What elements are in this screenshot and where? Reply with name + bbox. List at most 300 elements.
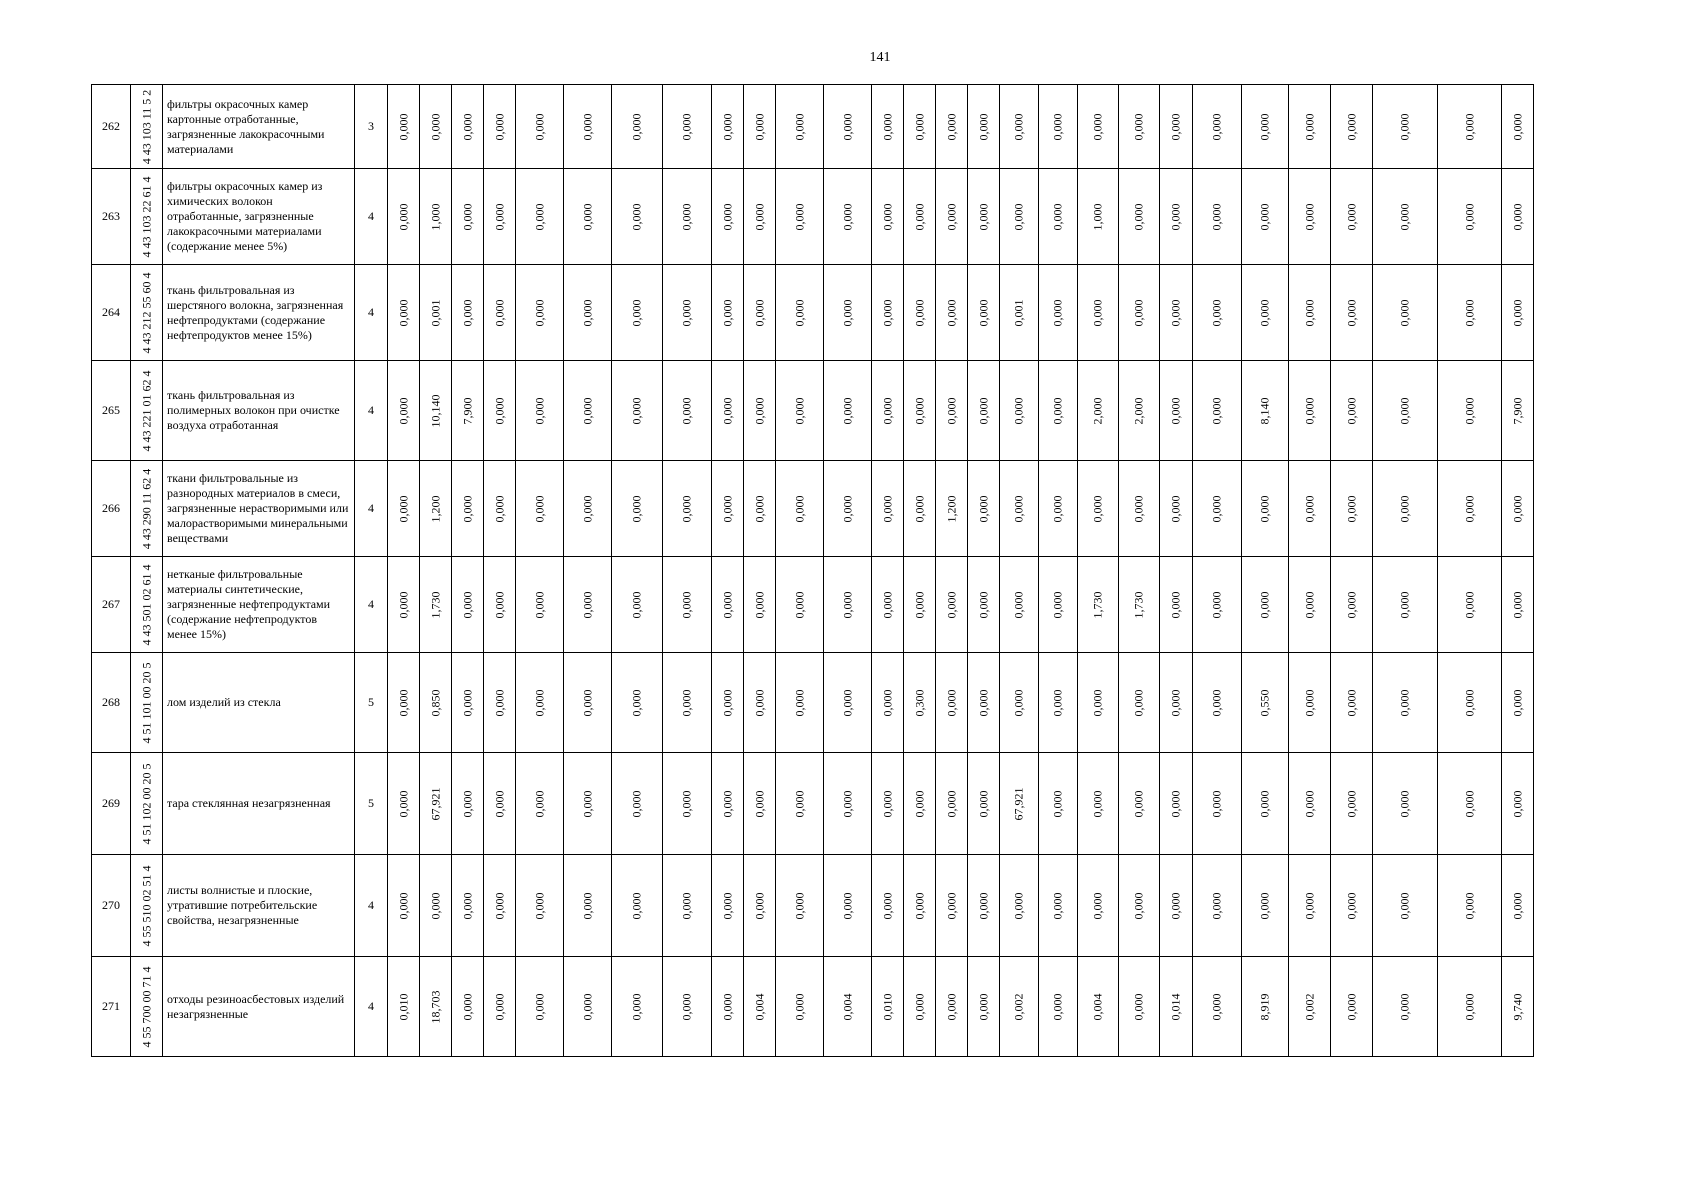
value-cell: [1160, 169, 1193, 265]
value-text: 0,000: [1257, 113, 1272, 140]
value-cell: [452, 557, 484, 653]
value-text: 0,000: [792, 397, 806, 424]
value-text: 0,000: [492, 689, 506, 716]
value-text: 1,730: [428, 591, 442, 618]
value-text: 0,000: [629, 113, 644, 140]
value-text: 0,000: [880, 397, 894, 424]
value-text: 0,000: [944, 397, 958, 424]
waste-code: 4 55 510 02 51 4: [139, 865, 153, 946]
value-text: 0,000: [1397, 689, 1412, 716]
value-text: 0,000: [580, 113, 594, 140]
value-cell: [712, 557, 744, 653]
value-cell: [1078, 265, 1119, 361]
value-cell: [824, 753, 872, 855]
value-text: 0,000: [1462, 495, 1476, 522]
value-text: 0,000: [396, 892, 410, 919]
value-cell: [388, 265, 420, 361]
value-text: 0,000: [752, 892, 766, 919]
table-row: [92, 753, 1534, 855]
value-cell: [712, 855, 744, 957]
value-cell: [1438, 653, 1502, 753]
value-text: 0,000: [720, 591, 734, 618]
value-cell: [824, 169, 872, 265]
value-cell: [663, 557, 712, 653]
value-text: 0,000: [1344, 299, 1358, 326]
value-cell: [936, 361, 968, 461]
value-cell: [452, 265, 484, 361]
row-number: 264: [92, 265, 131, 361]
value-text: 0,000: [1131, 299, 1146, 326]
value-cell: [1502, 957, 1534, 1057]
value-cell: [744, 265, 776, 361]
value-text: 0,000: [1209, 591, 1224, 618]
value-text: 0,000: [1168, 591, 1183, 618]
value-cell: [1331, 855, 1373, 957]
value-cell: [776, 557, 824, 653]
value-text: 67,921: [428, 787, 442, 820]
value-text: 0,000: [1131, 495, 1146, 522]
value-cell: [1000, 753, 1039, 855]
value-cell: [1039, 753, 1078, 855]
value-text: 0,000: [1050, 299, 1065, 326]
value-cell: [564, 855, 612, 957]
value-text: 0,000: [1302, 397, 1316, 424]
hazard-class: 4: [355, 265, 388, 361]
value-text: 0,000: [1011, 113, 1026, 140]
row-number: 268: [92, 653, 131, 753]
row-number: 263: [92, 169, 131, 265]
value-cell: [1193, 169, 1242, 265]
value-text: 0,001: [1011, 299, 1026, 326]
value-cell: [872, 265, 904, 361]
value-text: 0,000: [532, 397, 546, 424]
value-text: 0,000: [1462, 397, 1476, 424]
value-cell: [1193, 85, 1242, 169]
value-cell: [1331, 557, 1373, 653]
value-cell: [1438, 265, 1502, 361]
waste-code: 4 51 102 00 20 5: [139, 763, 153, 844]
value-text: 0,000: [912, 993, 926, 1020]
value-cell: [612, 361, 663, 461]
value-cell: [484, 461, 516, 557]
value-cell: [1078, 169, 1119, 265]
value-cell: [564, 461, 612, 557]
value-cell: [1039, 557, 1078, 653]
waste-name: отходы резиноасбестовых изделий незагрязненные: [163, 957, 355, 1057]
value-cell: [1331, 957, 1373, 1057]
value-cell: [663, 855, 712, 957]
value-cell: [904, 461, 936, 557]
value-text: 0,000: [532, 790, 546, 817]
waste-name: лом изделий из стекла: [163, 653, 355, 753]
value-cell: [824, 461, 872, 557]
value-cell: [744, 361, 776, 461]
value-cell: [420, 169, 452, 265]
value-text: 0,000: [629, 892, 644, 919]
value-text: 0,000: [396, 203, 410, 230]
value-text: 8,919: [1257, 993, 1272, 1020]
value-text: 0,000: [629, 993, 644, 1020]
value-text: 0,000: [532, 892, 546, 919]
row-number: 262: [92, 85, 131, 169]
value-cell: [1000, 85, 1039, 169]
value-text: 0,000: [912, 203, 926, 230]
value-text: 0,000: [629, 591, 644, 618]
value-text: 0,000: [1131, 790, 1146, 817]
value-cell: [1078, 361, 1119, 461]
value-text: 0,000: [792, 203, 806, 230]
value-text: 0,000: [752, 689, 766, 716]
value-cell: [712, 957, 744, 1057]
value-cell: [1331, 361, 1373, 461]
value-cell: [936, 557, 968, 653]
waste-code: 4 43 501 02 61 4: [139, 564, 153, 645]
value-cell: [1373, 169, 1438, 265]
value-cell: [872, 557, 904, 653]
value-cell: [1039, 461, 1078, 557]
value-text: 0,000: [1168, 299, 1183, 326]
value-text: 0,000: [944, 203, 958, 230]
value-cell: [564, 361, 612, 461]
value-text: 0,000: [532, 113, 546, 140]
value-text: 0,000: [1050, 397, 1065, 424]
value-text: 0,000: [1462, 591, 1476, 618]
value-text: 0,000: [1050, 689, 1065, 716]
value-text: 0,000: [428, 113, 442, 140]
value-cell: [824, 653, 872, 753]
value-text: 0,000: [1090, 790, 1105, 817]
value-cell: [1373, 753, 1438, 855]
value-cell: [516, 361, 564, 461]
value-text: 0,000: [792, 892, 806, 919]
hazard-class: 4: [355, 361, 388, 461]
value-text: 0,000: [1510, 892, 1524, 919]
value-cell: [872, 461, 904, 557]
value-text: 0,000: [1344, 689, 1358, 716]
value-cell: [516, 957, 564, 1057]
value-cell: [1119, 753, 1160, 855]
value-cell: [516, 855, 564, 957]
hazard-class: 5: [355, 653, 388, 753]
row-number: 265: [92, 361, 131, 461]
value-text: 0,000: [1344, 397, 1358, 424]
value-cell: [776, 265, 824, 361]
value-text: 0,010: [396, 993, 410, 1020]
value-text: 0,000: [460, 203, 474, 230]
value-cell: [388, 85, 420, 169]
value-cell: [1289, 557, 1331, 653]
value-text: 0,000: [1168, 495, 1183, 522]
value-text: 7,900: [460, 397, 474, 424]
value-cell: [1438, 85, 1502, 169]
value-cell: [904, 855, 936, 957]
waste-balance-table: [91, 84, 1534, 1057]
value-text: 0,000: [944, 591, 958, 618]
value-text: 0,000: [976, 993, 990, 1020]
value-text: 0,000: [840, 892, 854, 919]
value-text: 0,000: [1257, 203, 1272, 230]
value-text: 0,000: [912, 591, 926, 618]
value-text: 0,000: [976, 790, 990, 817]
value-text: 0,000: [532, 689, 546, 716]
value-cell: [388, 855, 420, 957]
value-text: 0,002: [1302, 993, 1316, 1020]
value-text: 0,000: [580, 993, 594, 1020]
waste-code-cell: [131, 557, 163, 653]
value-cell: [420, 461, 452, 557]
value-text: 0,000: [1510, 299, 1524, 326]
value-text: 1,730: [1131, 591, 1146, 618]
value-text: 0,000: [1050, 790, 1065, 817]
value-cell: [1502, 169, 1534, 265]
waste-code-cell: [131, 461, 163, 557]
value-text: 0,000: [679, 689, 694, 716]
waste-name: ткани фильтровальные из разнородных материалов в смеси, загрязненные нерастворимыми или малорастворимыми минеральными веществами: [163, 461, 355, 557]
value-text: 0,000: [1209, 397, 1224, 424]
value-cell: [1078, 957, 1119, 1057]
value-text: 0,000: [840, 113, 854, 140]
value-cell: [712, 753, 744, 855]
value-text: 0,850: [428, 689, 442, 716]
value-text: 0,000: [944, 993, 958, 1020]
value-text: 0,000: [976, 689, 990, 716]
value-cell: [1289, 957, 1331, 1057]
value-text: 0,000: [460, 299, 474, 326]
value-cell: [1242, 461, 1289, 557]
value-text: 0,000: [1050, 892, 1065, 919]
value-text: 0,000: [1209, 299, 1224, 326]
value-text: 0,000: [752, 299, 766, 326]
value-cell: [452, 361, 484, 461]
value-text: 0,000: [532, 591, 546, 618]
value-cell: [1289, 169, 1331, 265]
value-text: 0,000: [944, 299, 958, 326]
value-text: 0,000: [679, 113, 694, 140]
value-cell: [1193, 461, 1242, 557]
value-text: 0,000: [679, 299, 694, 326]
value-text: 0,000: [1011, 397, 1026, 424]
value-text: 0,000: [460, 495, 474, 522]
value-text: 0,000: [1462, 993, 1476, 1020]
value-cell: [1502, 461, 1534, 557]
value-cell: [776, 653, 824, 753]
value-text: 0,000: [880, 299, 894, 326]
value-text: 0,000: [1397, 790, 1412, 817]
waste-code-cell: [131, 753, 163, 855]
row-number: 270: [92, 855, 131, 957]
value-text: 0,000: [1257, 495, 1272, 522]
value-cell: [663, 85, 712, 169]
value-text: 0,000: [752, 495, 766, 522]
value-cell: [1373, 265, 1438, 361]
value-cell: [1039, 265, 1078, 361]
value-text: 0,300: [912, 689, 926, 716]
value-cell: [516, 169, 564, 265]
value-cell: [904, 361, 936, 461]
value-text: 0,000: [1257, 892, 1272, 919]
table-row: [92, 361, 1534, 461]
value-cell: [1160, 557, 1193, 653]
value-cell: [824, 855, 872, 957]
value-cell: [452, 855, 484, 957]
value-text: 0,000: [1302, 203, 1316, 230]
value-text: 0,000: [1209, 689, 1224, 716]
value-text: 0,000: [679, 892, 694, 919]
value-cell: [744, 85, 776, 169]
value-cell: [452, 169, 484, 265]
value-cell: [1039, 85, 1078, 169]
value-cell: [564, 169, 612, 265]
value-cell: [1289, 361, 1331, 461]
value-cell: [1193, 557, 1242, 653]
value-text: 0,000: [880, 495, 894, 522]
value-text: 0,000: [1168, 113, 1183, 140]
row-number: 267: [92, 557, 131, 653]
value-cell: [612, 461, 663, 557]
value-text: 0,000: [720, 689, 734, 716]
value-cell: [1119, 957, 1160, 1057]
value-cell: [1119, 653, 1160, 753]
value-cell: [388, 461, 420, 557]
value-cell: [1373, 557, 1438, 653]
value-cell: [1078, 461, 1119, 557]
value-text: 0,000: [792, 299, 806, 326]
value-text: 1,200: [944, 495, 958, 522]
table-row: [92, 85, 1534, 169]
value-cell: [824, 557, 872, 653]
value-text: 0,000: [1050, 113, 1065, 140]
value-text: 0,000: [492, 591, 506, 618]
value-cell: [1119, 169, 1160, 265]
value-cell: [904, 753, 936, 855]
value-text: 10,140: [428, 394, 442, 427]
value-cell: [516, 557, 564, 653]
value-text: 0,000: [720, 203, 734, 230]
value-text: 0,001: [428, 299, 442, 326]
value-text: 0,000: [1050, 203, 1065, 230]
value-cell: [968, 753, 1000, 855]
value-text: 0,000: [912, 790, 926, 817]
value-cell: [1000, 169, 1039, 265]
value-cell: [904, 85, 936, 169]
value-cell: [388, 361, 420, 461]
value-cell: [1160, 265, 1193, 361]
value-cell: [824, 265, 872, 361]
value-text: 0,000: [460, 113, 474, 140]
waste-name: фильтры окрасочных камер картонные отработанные, загрязненные лакокрасочными материалами: [163, 85, 355, 169]
waste-name: ткань фильтровальная из шерстяного волокна, загрязненная нефтепродуктами (содержание нефтепродуктов менее 15%): [163, 265, 355, 361]
value-text: 0,000: [580, 203, 594, 230]
value-cell: [1502, 557, 1534, 653]
value-text: 0,000: [1209, 892, 1224, 919]
value-cell: [1193, 957, 1242, 1057]
value-cell: [663, 957, 712, 1057]
value-cell: [484, 653, 516, 753]
value-cell: [388, 169, 420, 265]
waste-code: 4 43 103 22 61 4: [139, 176, 153, 257]
value-cell: [936, 85, 968, 169]
value-text: 0,014: [1168, 993, 1183, 1020]
value-text: 0,000: [580, 495, 594, 522]
value-cell: [712, 653, 744, 753]
waste-code: 4 43 290 11 62 4: [139, 468, 153, 549]
value-cell: [1000, 957, 1039, 1057]
value-cell: [663, 361, 712, 461]
value-cell: [612, 169, 663, 265]
value-cell: [1039, 361, 1078, 461]
value-text: 0,000: [944, 790, 958, 817]
value-text: 0,000: [492, 299, 506, 326]
value-text: 0,000: [580, 892, 594, 919]
value-text: 0,000: [976, 892, 990, 919]
value-cell: [1438, 753, 1502, 855]
value-text: 0,000: [1090, 892, 1105, 919]
value-text: 0,000: [428, 892, 442, 919]
value-text: 0,000: [1168, 397, 1183, 424]
waste-name: листы волнистые и плоские, утратившие потребительские свойства, незагрязненные: [163, 855, 355, 957]
value-text: 0,000: [944, 892, 958, 919]
value-text: 0,000: [1090, 689, 1105, 716]
value-text: 0,000: [840, 203, 854, 230]
row-number: 269: [92, 753, 131, 855]
value-text: 0,000: [1510, 203, 1524, 230]
waste-code: 4 43 103 11 5 2: [139, 89, 153, 164]
value-cell: [484, 753, 516, 855]
waste-code: 4 43 221 01 62 4: [139, 370, 153, 451]
value-text: 0,000: [1131, 113, 1146, 140]
value-text: 0,000: [1302, 299, 1316, 326]
value-text: 0,000: [492, 790, 506, 817]
value-text: 0,000: [1257, 591, 1272, 618]
value-cell: [420, 85, 452, 169]
value-text: 0,000: [679, 591, 694, 618]
value-cell: [776, 85, 824, 169]
value-cell: [776, 169, 824, 265]
value-cell: [1289, 855, 1331, 957]
value-cell: [968, 957, 1000, 1057]
value-cell: [484, 557, 516, 653]
value-text: 0,000: [1397, 203, 1412, 230]
value-cell: [484, 855, 516, 957]
value-text: 0,000: [1462, 203, 1476, 230]
value-cell: [1039, 169, 1078, 265]
hazard-class: 4: [355, 957, 388, 1057]
value-cell: [1242, 957, 1289, 1057]
value-cell: [1193, 265, 1242, 361]
value-text: 0,000: [976, 113, 990, 140]
value-cell: [1193, 753, 1242, 855]
value-text: 0,000: [752, 790, 766, 817]
value-cell: [420, 361, 452, 461]
value-text: 0,000: [792, 591, 806, 618]
value-text: 0,000: [792, 790, 806, 817]
value-cell: [1331, 169, 1373, 265]
value-text: 0,000: [1397, 892, 1412, 919]
value-cell: [1078, 85, 1119, 169]
value-cell: [712, 461, 744, 557]
waste-code-cell: [131, 169, 163, 265]
value-text: 0,000: [840, 689, 854, 716]
value-text: 0,000: [752, 113, 766, 140]
value-text: 0,000: [1168, 892, 1183, 919]
waste-code-cell: [131, 855, 163, 957]
value-cell: [904, 169, 936, 265]
value-text: 0,000: [1050, 495, 1065, 522]
value-text: 0,000: [396, 299, 410, 326]
value-cell: [484, 957, 516, 1057]
value-text: 0,000: [580, 299, 594, 326]
value-text: 0,000: [1510, 495, 1524, 522]
